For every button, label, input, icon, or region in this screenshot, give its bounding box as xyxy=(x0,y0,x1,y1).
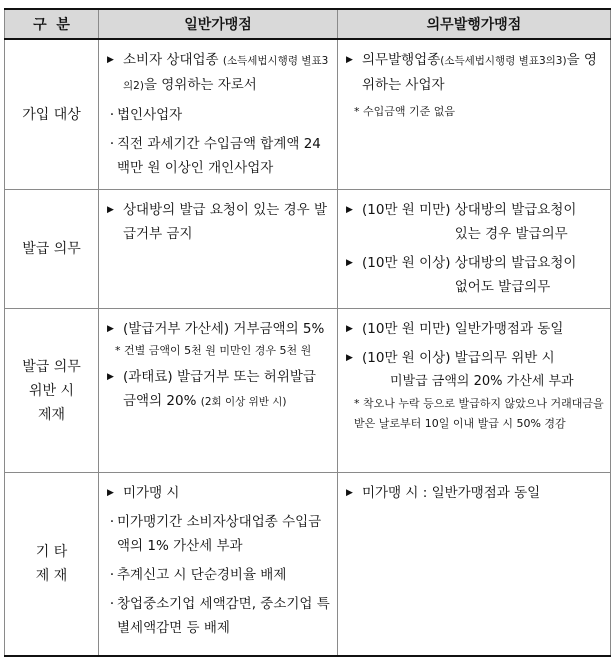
mandatory-cell xyxy=(338,473,611,657)
list-item-continuation xyxy=(346,370,604,394)
list-item xyxy=(107,317,331,341)
triangle-right-icon: ▶ xyxy=(107,205,114,215)
middle-dot-icon: · xyxy=(109,514,115,530)
triangle-right-icon: ▶ xyxy=(107,55,114,65)
header-category: 구 분 xyxy=(5,9,99,39)
item-text: 미가맹기간 소비자상대업종 수입금액의 1% 가산세 부과 xyxy=(117,514,322,554)
item-text: 직전 과세기간 수입금액 합계액 24백만 원 이상인 개인사업자 xyxy=(117,136,321,176)
item-text: 없어도 발급의무 xyxy=(454,279,551,295)
list-item xyxy=(107,198,331,246)
header-mandatory-merchant: 의무발행가맹점 xyxy=(338,9,611,39)
item-text: 법인사업자 xyxy=(117,107,183,123)
row-eligibility xyxy=(5,39,611,190)
row-other-sanctions xyxy=(5,473,611,657)
row-label-line: 기 타 xyxy=(35,544,68,560)
row-label-line: 제 재 xyxy=(35,568,68,584)
row-violation-sanction xyxy=(5,309,611,473)
triangle-right-icon: ▶ xyxy=(346,353,353,363)
general-cell xyxy=(99,309,338,473)
item-text: 추계신고 시 단순경비율 배제 xyxy=(117,567,287,583)
middle-dot-icon: · xyxy=(109,107,115,123)
item-text: 의무발행업종 xyxy=(362,52,441,68)
list-item xyxy=(346,198,604,246)
middle-dot-icon: · xyxy=(109,596,115,612)
list-item xyxy=(346,251,604,299)
row-label-line: 발급 의무 xyxy=(22,358,81,375)
row-label-line: 발급 의무 xyxy=(22,241,81,257)
item-text: 있는 경우 발급의무 xyxy=(454,226,568,242)
triangle-right-icon: ▶ xyxy=(107,324,114,334)
row-label xyxy=(5,39,99,190)
row-label-line: 제재 xyxy=(37,406,66,423)
triangle-right-icon: ▶ xyxy=(346,488,353,498)
item-subtext: (소득세법시행령 별표3의3) xyxy=(440,55,567,67)
triangle-right-icon: ▶ xyxy=(346,205,353,215)
card-merchant-comparison-table xyxy=(4,8,611,657)
row-label xyxy=(5,309,99,473)
list-item xyxy=(107,103,331,127)
row-label xyxy=(5,190,99,309)
row-label xyxy=(5,473,99,657)
triangle-right-icon: ▶ xyxy=(107,372,114,382)
list-item xyxy=(346,346,604,370)
item-text: (발급거부 가산세) 거부금액의 5% xyxy=(123,321,325,337)
middle-dot-icon: · xyxy=(109,136,115,152)
list-item xyxy=(107,132,331,180)
mandatory-cell xyxy=(338,190,611,309)
footnote: * 착오나 누락 등으로 발급하지 않았으나 거래대금을 받은 날로부터 10일 이내 발급 시 50% 경감 xyxy=(354,397,604,430)
list-item xyxy=(107,365,331,414)
header-row xyxy=(5,9,611,39)
item-text: 을 영위하는 사업자 xyxy=(362,52,597,93)
row-issuance-duty xyxy=(5,190,611,309)
item-lead: (10만 원 이상) xyxy=(362,255,455,271)
item-text: 소비자 상대업종 xyxy=(123,52,223,68)
footnote: * 수입금액 기준 없음 xyxy=(354,105,455,118)
item-subtext: (2회 이상 위반 시) xyxy=(200,396,287,408)
general-cell xyxy=(99,473,338,657)
list-item xyxy=(107,563,331,587)
item-text: 상대방의 발급요청이 xyxy=(454,202,577,218)
list-item xyxy=(346,481,604,505)
general-cell xyxy=(99,39,338,190)
item-text: 미가맹 시 : 일반가맹점과 동일 xyxy=(362,485,541,501)
header-general-merchant: 일반가맹점 xyxy=(99,9,338,39)
triangle-right-icon: ▶ xyxy=(107,488,114,498)
item-text: 상대방의 발급 요청이 있는 경우 발급거부 금지 xyxy=(123,202,328,242)
list-item xyxy=(107,481,331,505)
list-item xyxy=(107,510,331,558)
middle-dot-icon: · xyxy=(109,567,115,583)
list-item xyxy=(107,592,331,640)
footnote: * 건별 금액이 5천 원 미만인 경우 5천 원 xyxy=(115,344,312,357)
list-item xyxy=(346,317,604,341)
triangle-right-icon: ▶ xyxy=(346,324,353,334)
item-text: 미발급 금액의 20% 가산세 부과 xyxy=(390,374,574,389)
item-subtext: (소득세법시행령 별표3의2) xyxy=(123,55,329,92)
mandatory-cell xyxy=(338,39,611,190)
item-text: 미가맹 시 xyxy=(123,485,180,501)
row-label-line: 위반 시 xyxy=(28,382,75,399)
general-cell xyxy=(99,190,338,309)
item-text: (과태료) 발급거부 또는 허위발급 금액의 20% xyxy=(123,369,316,409)
item-lead: (10만 원 이상) xyxy=(362,350,455,366)
item-text: 을 영위하는 자로서 xyxy=(143,77,257,93)
item-text: 발급의무 위반 시 xyxy=(454,350,555,366)
triangle-right-icon: ▶ xyxy=(346,258,353,268)
mandatory-cell xyxy=(338,309,611,473)
triangle-right-icon: ▶ xyxy=(346,55,353,65)
item-text: 창업중소기업 세액감면, 중소기업 특별세액감면 등 배제 xyxy=(117,596,330,636)
list-item xyxy=(107,48,331,98)
row-label-line: 가입 대상 xyxy=(22,106,81,123)
list-item xyxy=(346,48,604,97)
item-text: (10만 원 미만) 일반가맹점과 동일 xyxy=(362,321,564,337)
item-text: 상대방의 발급요청이 xyxy=(454,255,577,271)
item-lead: (10만 원 미만) xyxy=(362,202,455,218)
